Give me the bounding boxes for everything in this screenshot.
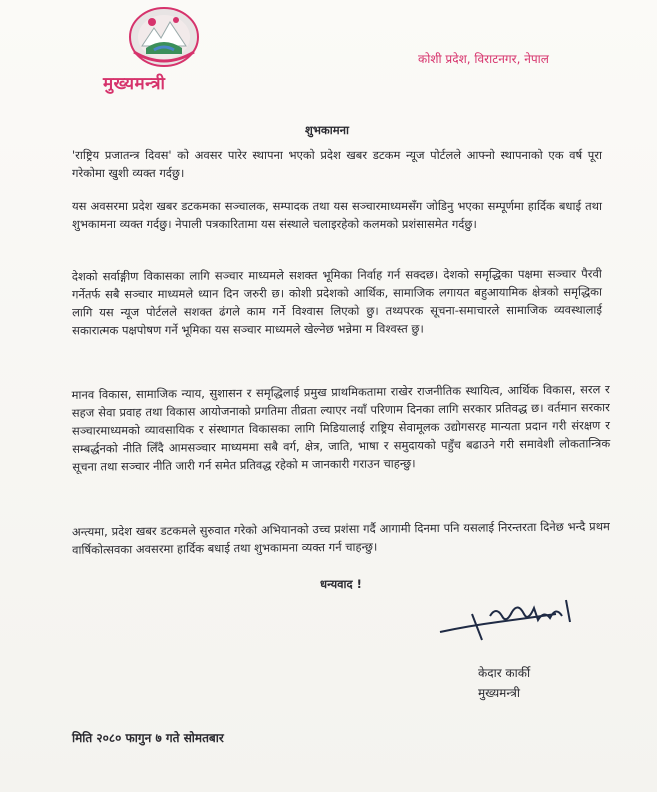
paragraph-3: देशको सर्वाङ्गीण विकासका लागि सञ्चार माध्यमले सशक्त भूमिका निर्वाह गर्न सक्दछ। देशको समृद्धिका पक्षमा सञ्चार पैरवी गर्नेतर्फ सबै सञ्चार माध्यमले ध्यान दिन जरुरी छ। कोशी प्रदेशको आर्थिक, सामाजिक लगायत बहुआयामिक क्षेत्रको समृद्धिका लागि यस न्यूज पोर्टलले सशक्त ढंगले काम गर्ने विश्वास लिएको छु। तथ्यपरक सूचना-समाचारले सामाजिक व्यवस्थालाई सकारात्मक पक्षपोषण गर्ने भूमिका यस सञ्चार माध्यमले खेल्नेछ भन्नेमा म विश्वस्त छु। — [71, 266, 603, 338]
letter-date: मिति २०८० फागुन ७ गते सोमतबार — [72, 731, 224, 745]
letter-heading: शुभकामना — [305, 123, 349, 137]
office-title: मुख्यमन्त्री — [103, 74, 166, 94]
signature-icon — [438, 596, 588, 644]
paragraph-4: मानव विकास, सामाजिक न्याय, सुशासन र समृद्धिलाई प्रमुख प्राथमिकतामा राखेर राजनीतिक स्थायित्व, आर्थिक विकास, सरल र सहज सेवा प्रवाह तथा विकास आयोजनाको प्रगतिमा तीव्रता ल्याएर नयाँ परिणाम दिनका लागि सरकार प्रतिवद्ध छ। वर्तमान सरकार सञ्चारमाध्यमको व्यावसायिक र संस्थागत विकासका लागि मिडियालाई राष्ट्रिय सेवामूलक उद्योगसरह मान्यता प्रदान गरी संरक्षण र सम्बर्द्धनको नीति लिँदै आमसञ्चार माध्यममा सबै वर्ग, क्षेत्र, जाति, भाषा र समुदायको पहुँच बढाउने गरी समावेशी लोकतान्त्रिक सूचना तथा सञ्चार नीति जारी गर्न समेत प्रतिवद्ध रहेको म जानकारी गराउन चाहन्छु। — [71, 382, 611, 474]
address: कोशी प्रदेश, विराटनगर, नेपाल — [418, 52, 549, 66]
paragraph-1: 'राष्ट्रिय प्रजातन्त्र दिवस' को अवसर पारेर स्थापना भएको प्रदेश खबर डटकम न्यूज पोर्टलले आफ्नो स्थापनाको एक वर्ष पूरा गरेकोमा खुशी व्यक्त गर्दछु। — [72, 148, 602, 180]
signatory-name: केदार कार्की — [478, 666, 531, 680]
signatory-title: मुख्यमन्त्री — [478, 686, 520, 700]
nepal-emblem-icon — [128, 6, 200, 68]
closing-thanks: धन्यवाद ! — [320, 577, 362, 591]
paragraph-2: यस अवसरमा प्रदेश खबर डटकमका सञ्चालक, सम्पादक तथा यस सञ्चारमाध्यमसँग जोडिनु भएका सम्पूर्णमा हार्दिक बधाई तथा शुभकामना व्यक्त गर्दछु। नेपाली पत्रकारितामा यस संस्थाले चलाइरहेको कलमको प्रशंसासमेत गर्दछु। — [72, 199, 602, 231]
paragraph-5: अन्त्यमा, प्रदेश खबर डटकमले सुरुवात गरेको अभियानको उच्च प्रशंसा गर्दै आगामी दिनमा पनि यसलाई निरन्तरता दिनेछ भन्दै प्रथम वार्षिकोत्सवका अवसरमा हार्दिक बधाई तथा शुभकामना व्यक्त गर्न चाहन्छु। — [71, 519, 610, 557]
